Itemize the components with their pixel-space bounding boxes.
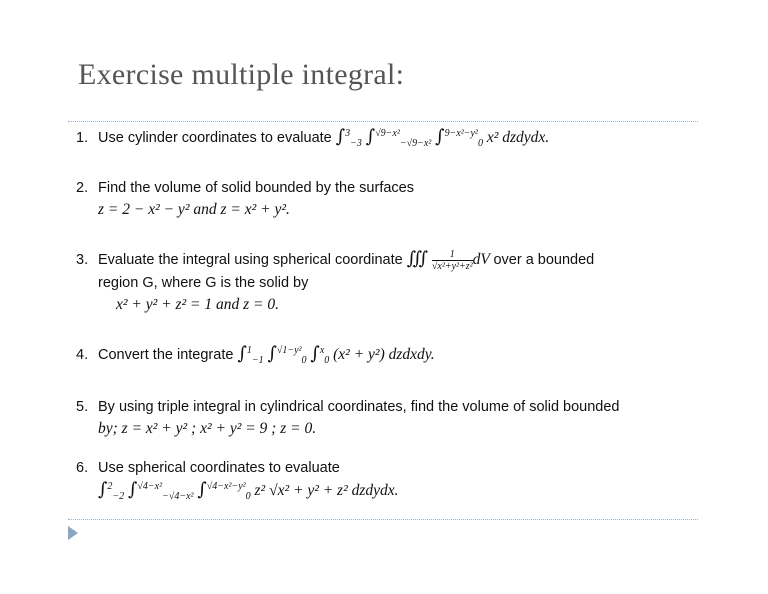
exercise-item-1 — [76, 126, 549, 151]
exercise-item-4 — [76, 343, 435, 368]
item-number: 1. — [76, 130, 89, 146]
differential: dV — [472, 251, 490, 268]
upper-limit: 2 — [107, 481, 113, 492]
upper-limit: 9−x²−y² — [444, 128, 478, 139]
play-triangle-icon[interactable] — [68, 526, 78, 540]
item-number: 5. — [76, 399, 89, 415]
integral-sign: ∫ — [128, 479, 138, 500]
integrand: x² dzdydx. — [486, 129, 550, 146]
exercise-item-6 — [76, 457, 399, 504]
integral-sign: ∫ — [98, 479, 108, 500]
lower-limit: −1 — [251, 355, 264, 366]
item-text: Use cylinder coordinates to evaluate — [98, 130, 332, 146]
triple-integral-sign: ∭ — [406, 248, 429, 269]
integral-sign: ∫ — [197, 479, 207, 500]
integral-expression — [406, 248, 494, 272]
item-number: 3. — [76, 252, 89, 268]
integral-sign: ∫ — [365, 126, 376, 147]
lower-limit: −2 — [112, 491, 125, 502]
fraction-numerator: 1 — [432, 249, 473, 261]
item-text: By using triple integral in cylindrical coordinates, find the volume of solid bounded — [98, 399, 620, 415]
integrand: z² √x² + y² + z² dzdydx. — [254, 482, 399, 499]
lower-limit: −3 — [350, 138, 362, 149]
item-number: 6. — [76, 460, 89, 476]
lower-limit: −√9−x² — [399, 138, 432, 149]
exercise-item-5 — [76, 396, 620, 440]
lower-limit: 0 — [245, 491, 251, 502]
fraction-denominator: √x²+y²+z² — [431, 260, 473, 272]
integral-sign: ∫ — [237, 343, 247, 364]
integral-sign: ∫ — [335, 126, 346, 147]
upper-limit: 3 — [345, 128, 351, 139]
lower-limit: 0 — [477, 138, 483, 149]
upper-limit: √1−y² — [276, 345, 302, 356]
upper-limit: 1 — [246, 345, 252, 356]
integral-sign: ∫ — [310, 343, 320, 364]
item-text: Use spherical coordinates to evaluate — [98, 460, 340, 476]
item-text-line2: region G, where G is the solid by — [98, 274, 309, 291]
upper-limit: x — [319, 345, 325, 356]
item-text: Convert the integrate — [98, 347, 234, 363]
page-title: Exercise multiple integral: — [78, 58, 405, 91]
integrand: (x² + y²) dzdxdy. — [333, 346, 435, 363]
item-text: Find the volume of solid bounded by the surfaces — [98, 180, 414, 196]
equation: z = 2 − x² − y² and z = x² + y². — [98, 201, 290, 218]
top-divider — [68, 121, 698, 122]
equation: x² + y² + z² = 1 and z = 0. — [116, 295, 279, 313]
lower-limit: 0 — [324, 355, 330, 366]
item-number: 2. — [76, 180, 89, 196]
integral-expression — [237, 343, 435, 366]
exercise-item-3 — [76, 248, 594, 316]
lower-limit: −√4−x² — [162, 491, 194, 502]
upper-limit: √4−x²−y² — [206, 481, 246, 492]
fraction — [432, 249, 473, 272]
exercise-item-2 — [76, 177, 414, 221]
equation: by; z = x² + y² ; x² + y² = 9 ; z = 0. — [98, 420, 317, 437]
integral-expression — [76, 479, 399, 504]
upper-limit: √9−x² — [375, 128, 400, 139]
item-text-after: over a bounded — [493, 252, 595, 268]
integral-sign: ∫ — [267, 343, 277, 364]
item-text: Evaluate the integral using spherical coordinate — [98, 252, 403, 268]
upper-limit: √4−x² — [137, 481, 163, 492]
integral-expression — [335, 126, 550, 149]
bottom-divider — [68, 519, 698, 520]
item-number: 4. — [76, 347, 89, 363]
lower-limit: 0 — [301, 355, 307, 366]
integral-sign: ∫ — [435, 126, 445, 147]
